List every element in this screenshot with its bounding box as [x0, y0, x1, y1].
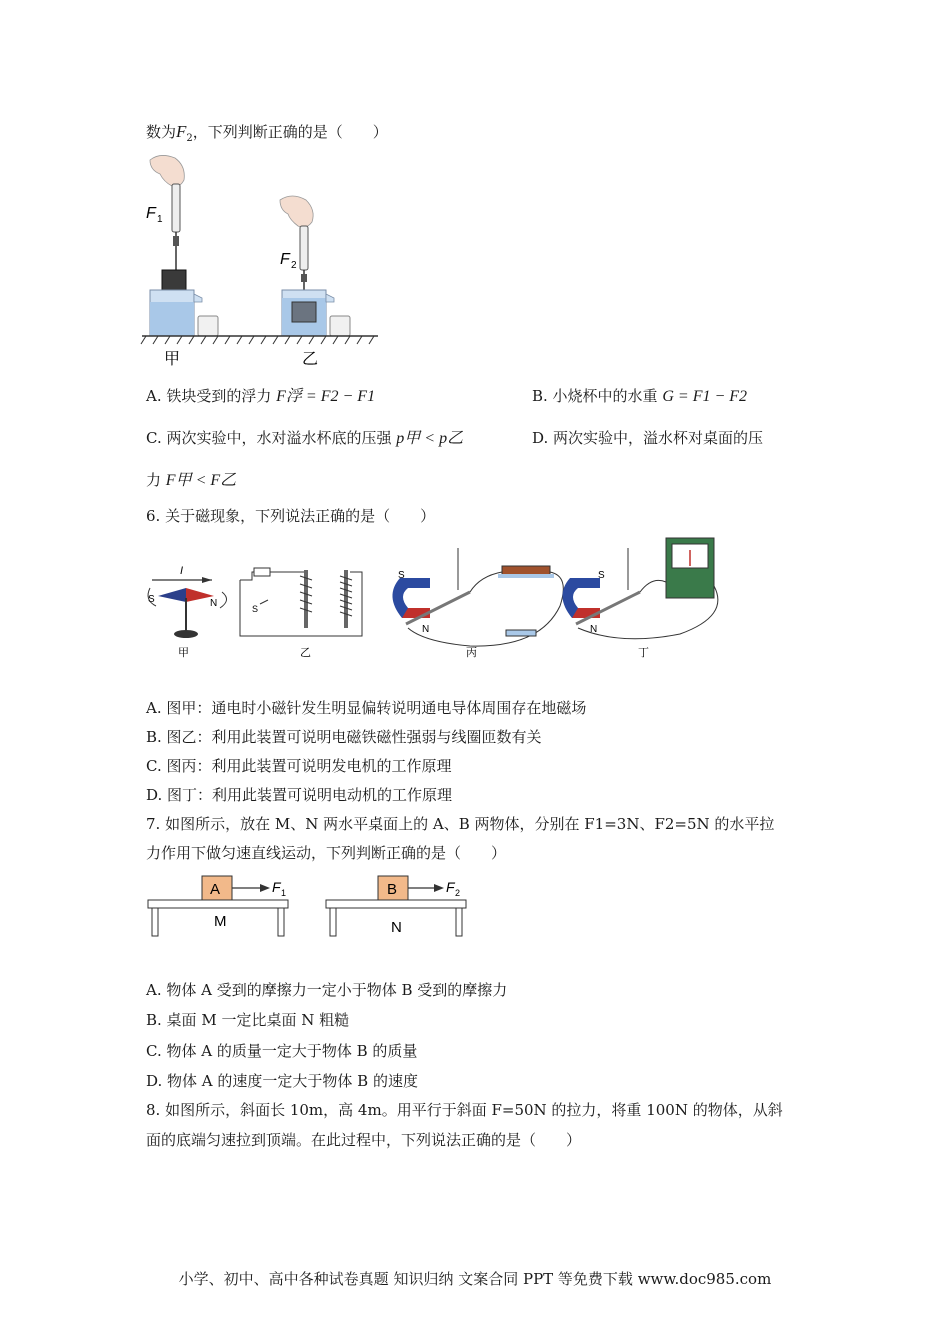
q6-option-c[interactable]: C. 图丙：利用此装置可说明发电机的工作原理 — [146, 757, 452, 775]
small-beaker-2 — [330, 316, 350, 336]
compass-needle-s — [158, 588, 186, 602]
label-s-ding: S — [598, 570, 605, 581]
label-f2-sub: 2 — [291, 260, 297, 271]
label-f1-sub-7: 1 — [281, 888, 287, 898]
label-ding: 丁 — [638, 647, 649, 659]
label-a: A — [210, 881, 221, 898]
q5-option-b-formula: G = F1 − F2 — [662, 388, 748, 405]
q7-option-c[interactable]: C. 物体 A 的质量一定大于物体 B 的质量 — [146, 1042, 418, 1060]
label-s-bing: S — [398, 570, 405, 581]
label-yi: 乙 — [302, 351, 319, 368]
electromagnet-1 — [300, 570, 312, 628]
q7-option-a[interactable]: A. 物体 A 受到的摩擦力一定小于物体 B 受到的摩擦力 — [146, 981, 508, 999]
label-jia: 甲 — [164, 351, 181, 368]
switch-bing — [506, 630, 536, 636]
q5-option-b[interactable] — [532, 386, 747, 407]
q5-stem-var: F — [176, 122, 187, 141]
q5-option-c-formula: p甲 < p乙 — [396, 430, 464, 447]
label-f2: F — [280, 251, 290, 268]
q5-option-d-cont-text: 力 — [146, 471, 162, 489]
q5-option-d-formula: F甲 < F乙 — [165, 472, 237, 489]
q6-option-b[interactable]: B. 图乙：利用此装置可说明电磁铁磁性强弱与线圈匝数有关 — [146, 728, 542, 746]
q5-option-a-formula: F浮 = F2 − F1 — [276, 388, 376, 405]
q5-stem-tail: ，下列判断正确的是（ ） — [192, 123, 388, 141]
q7-option-d[interactable]: D. 物体 A 的速度一定大于物体 B 的速度 — [146, 1072, 418, 1090]
label-n: N — [391, 919, 402, 936]
q7-stem-line2: 力作用下做匀速直线运动，下列判断正确的是（ ） — [146, 844, 507, 862]
label-b: B — [387, 881, 398, 898]
label-m: M — [214, 913, 227, 930]
label-f1-7: F — [272, 879, 281, 895]
label-f2-sub-7: 2 — [455, 888, 461, 898]
q8-stem-line2: 面的底端匀速拉到顶端。在此过程中，下列说法正确的是（ ） — [146, 1131, 582, 1149]
q5-option-d-text: D. 两次实验中，溢水杯对桌面的压 — [532, 429, 764, 447]
q5-option-b-text: B. 小烧杯中的水重 — [532, 387, 658, 405]
q7-option-b[interactable]: B. 桌面 M 一定比桌面 N 粗糙 — [146, 1011, 350, 1029]
q7-stem-line1: 7. 如图所示，放在 M、N 两水平桌面上的 A、B 两物体，分别在 F1=3N、F2=5N 的水平拉 — [146, 815, 775, 833]
page-footer[interactable]: 小学、初中、高中各种试卷真题 知识归纳 文案合同 PPT 等免费下载 www.doc985.com — [178, 1270, 772, 1288]
q5-option-d-cont — [146, 470, 236, 491]
label-n-ding: N — [590, 624, 598, 635]
label-f2-7: F — [446, 879, 455, 895]
q8-stem-line1: 8. 如图所示，斜面长 10m，高 4m。用平行于斜面 F=50N 的拉力，将重 100N 的物体，从斜 — [146, 1101, 783, 1119]
q5-figure — [140, 152, 385, 377]
iron-block-1 — [162, 270, 186, 290]
label-yi-6: 乙 — [300, 647, 311, 659]
small-beaker-1 — [198, 316, 218, 336]
electromagnet-2 — [340, 570, 352, 628]
q7-figure — [140, 868, 480, 940]
label-n-bing: N — [422, 624, 430, 635]
q5-stem — [146, 122, 388, 149]
horseshoe-magnet-ding — [562, 578, 600, 618]
q5-option-c[interactable] — [146, 428, 463, 449]
label-current: I — [180, 565, 184, 577]
label-n-jia: N — [210, 598, 218, 609]
q6-option-d[interactable]: D. 图丁：利用此装置可说明电动机的工作原理 — [146, 786, 453, 804]
rheostat — [254, 568, 270, 576]
iron-block-2 — [292, 302, 316, 322]
label-bing: 丙 — [466, 647, 477, 659]
label-jia-6: 甲 — [178, 647, 189, 659]
q6-figure — [140, 536, 730, 662]
hand-2 — [280, 196, 313, 227]
q5-option-c-text: C. 两次实验中，水对溢水杯底的压强 — [146, 429, 392, 447]
hand-1 — [150, 155, 184, 186]
spring-scale-2 — [300, 226, 308, 270]
label-f1-sub: 1 — [157, 214, 163, 225]
label-switch: S — [252, 604, 259, 614]
q6-option-a[interactable]: A. 图甲：通电时小磁针发生明显偏转说明通电导体周围存在地磁场 — [146, 699, 587, 717]
q5-option-a[interactable] — [146, 386, 375, 407]
horseshoe-magnet-bing — [392, 578, 430, 618]
label-f1: F — [146, 205, 156, 222]
q5-stem-text: 数为 — [146, 123, 177, 141]
q6-stem: 6. 关于磁现象，下列说法正确的是（ ） — [146, 507, 436, 525]
label-s-jia: S — [148, 594, 155, 605]
q5-option-d[interactable] — [532, 428, 763, 448]
q5-stem-sub: 2 — [186, 133, 193, 144]
spring-scale-1 — [172, 184, 180, 232]
q5-option-a-text: A. 铁块受到的浮力 — [146, 387, 272, 405]
